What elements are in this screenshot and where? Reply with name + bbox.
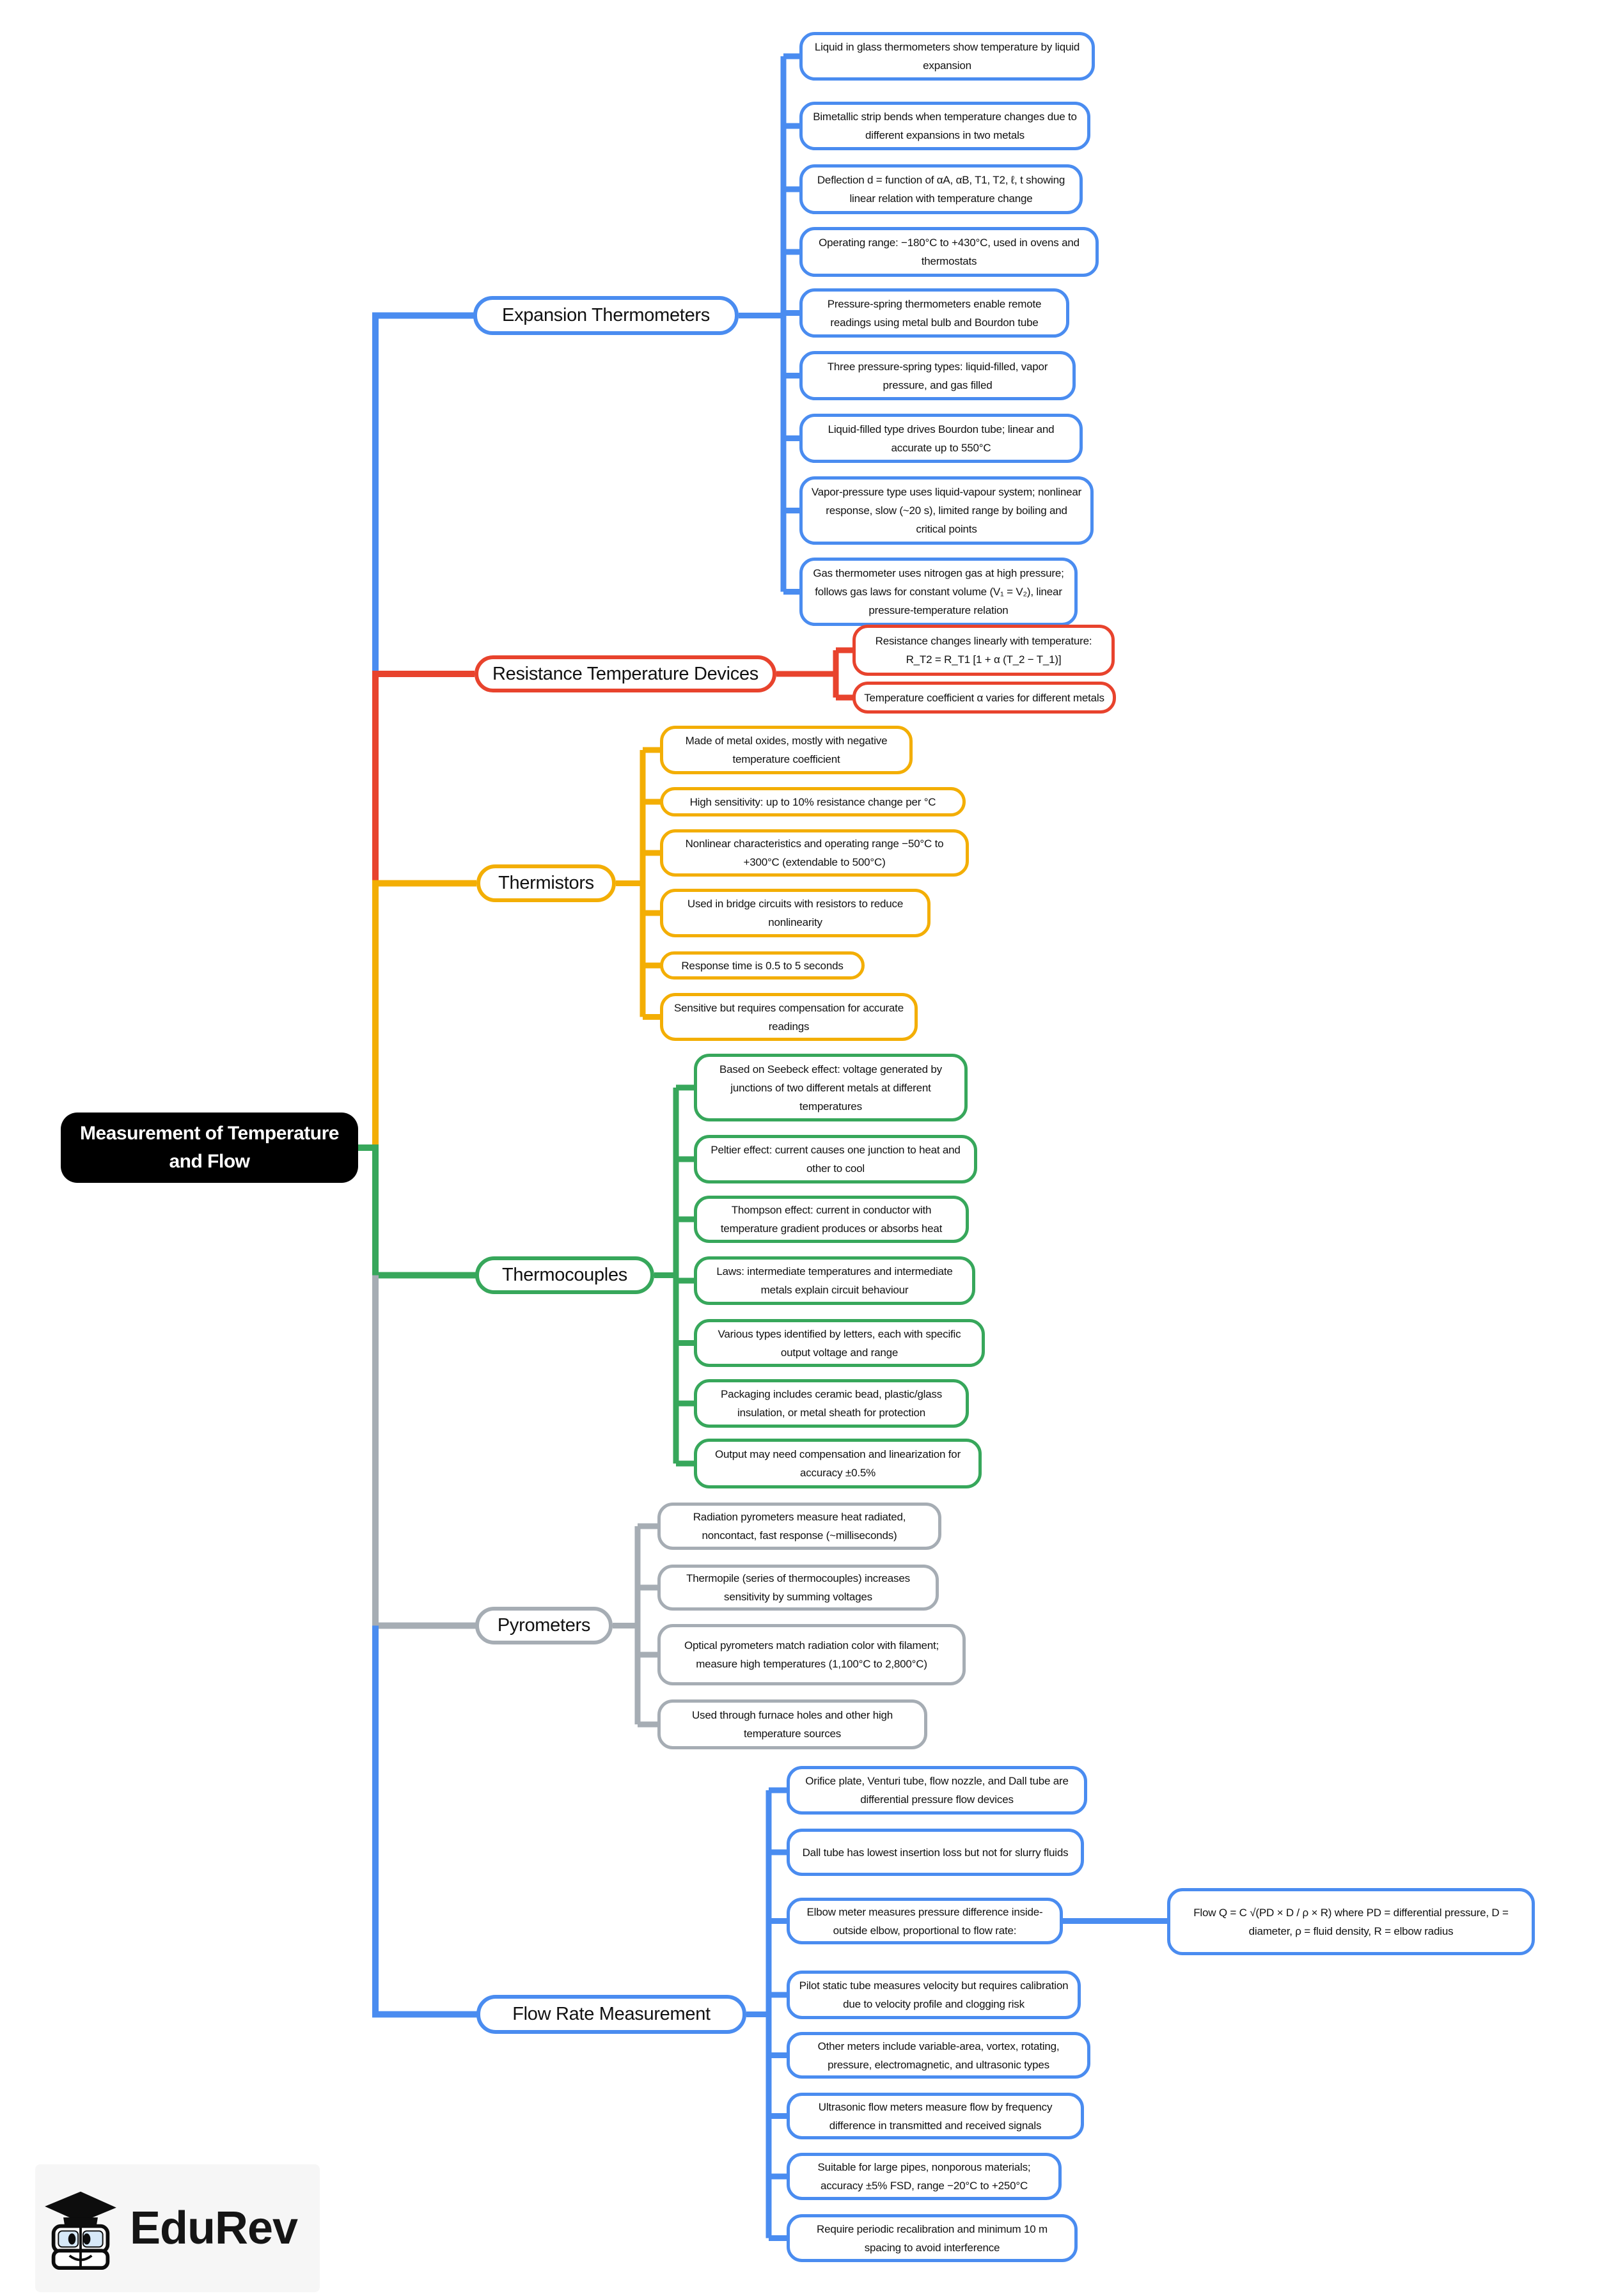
node-thermistor-child-3: Used in bridge circuits with resistors to reduce nonlinearity [660,889,931,937]
node-flow-child-1: Dall tube has lowest insertion loss but not for slurry fluids [787,1829,1084,1876]
node-thermocouple-child-6: Output may need compensation and linearization for accuracy ±0.5% [694,1439,982,1488]
node-flow-child-7: Require periodic recalibration and minimum 10 m spacing to avoid interference [787,2214,1078,2262]
connector-thermistor-children [616,750,661,1017]
branch-expansion-thermometers: Expansion Thermometers [473,296,739,335]
node-expansion-child-2: Deflection d = function of αA, αB, T1, T2, ℓ, t showing linear relation with temperature change [799,164,1083,214]
node-pyrometer-child-2: Optical pyrometers match radiation color with filament; measure high temperatures (1,100°C to 2,800°C) [657,1624,966,1685]
connector-root-flow [375,1626,478,2015]
connector-root-rtd [375,674,475,884]
connector-thermocouple-children [654,1088,695,1464]
node-flow-child-0: Orifice plate, Venturi tube, flow nozzle, and Dall tube are differential pressure flow devices [787,1766,1087,1815]
branch-thermistors: Thermistors [476,864,616,902]
node-pyrometer-child-0: Radiation pyrometers measure heat radiated, noncontact, fast response (~milliseconds) [657,1503,941,1550]
node-flow-child-6: Suitable for large pipes, nonporous materials; accuracy ±5% FSD, range −20°C to +250°C [787,2153,1062,2200]
branch-pyrometers: Pyrometers [475,1607,613,1644]
root-node: Measurement of Temperature and Flow [61,1113,358,1183]
connector-root-thermocouples [356,1148,476,1276]
node-thermistor-child-1: High sensitivity: up to 10% resistance change per °C [660,787,966,816]
node-thermistor-child-2: Nonlinear characteristics and operating range −50°C to +300°C (extendable to 500°C) [660,829,969,877]
branch-thermocouples: Thermocouples [475,1256,654,1294]
edurev-logo-text: EduRev [130,2203,298,2254]
node-expansion-child-7: Vapor-pressure type uses liquid-vapour system; nonlinear response, slow (~20 s), limited range by boiling and critical points [799,476,1094,545]
edurev-logo [35,2164,320,2292]
node-thermocouple-child-4: Various types identified by letters, each with specific output voltage and range [694,1319,985,1367]
node-thermocouple-child-5: Packaging includes ceramic bead, plastic/glass insulation, or metal sheath for protection [694,1379,969,1428]
branch-flow-rate-measurement: Flow Rate Measurement [476,1995,746,2034]
node-pyrometer-child-1: Thermopile (series of thermocouples) increases sensitivity by summing voltages [657,1565,939,1611]
node-flow-child-3: Pilot static tube measures velocity but requires calibration due to velocity profile and clogging risk [787,1971,1081,2019]
node-expansion-child-6: Liquid-filled type drives Bourdon tube; linear and accurate up to 550°C [799,414,1083,463]
node-expansion-child-0: Liquid in glass thermometers show temperature by liquid expansion [799,32,1095,81]
connector-root-thermistors [375,884,476,1148]
connector-root-pyrometers [375,1276,476,1626]
edurev-mascot-icon [43,2187,118,2270]
node-expansion-child-3: Operating range: −180°C to +430°C, used in ovens and thermostats [799,227,1099,277]
connector-expansion-children [739,56,801,592]
node-thermistor-child-5: Sensitive but requires compensation for accurate readings [660,993,918,1041]
connector-root-expansion [375,316,475,675]
node-expansion-child-4: Pressure-spring thermometers enable remote readings using metal bulb and Bourdon tube [799,288,1069,338]
node-pyrometer-child-3: Used through furnace holes and other high temperature sources [657,1699,927,1749]
node-expansion-child-5: Three pressure-spring types: liquid-filled, vapor pressure, and gas filled [799,351,1076,400]
node-flow-elbow-formula: Flow Q = C √(PD × D / ρ × R) where PD = differential pressure, D = diameter, ρ = fluid density, R = elbow radius [1167,1888,1535,1955]
node-thermistor-child-0: Made of metal oxides, mostly with negative temperature coefficient [660,726,913,774]
node-flow-child-2: Elbow meter measures pressure difference inside-outside elbow, proportional to flow rate: [787,1898,1063,1944]
node-thermistor-child-4: Response time is 0.5 to 5 seconds [660,951,865,980]
node-flow-child-4: Other meters include variable-area, vortex, rotating, pressure, electromagnetic, and ultrasonic types [787,2032,1090,2079]
connector-rtd-children [776,650,854,698]
node-thermocouple-child-3: Laws: intermediate temperatures and intermediate metals explain circuit behaviour [694,1256,975,1305]
node-expansion-child-1: Bimetallic strip bends when temperature changes due to different expansions in two metals [799,102,1090,150]
node-rtd-child-0: Resistance changes linearly with temperature: R_T2 = R_T1 [1 + α (T_2 − T_1)] [852,625,1115,676]
node-rtd-child-1: Temperature coefficient α varies for different metals [852,682,1116,714]
connector-pyrometer-children [613,1526,659,1724]
node-thermocouple-child-0: Based on Seebeck effect: voltage generated by junctions of two different metals at different temperatures [694,1054,968,1121]
node-expansion-child-8: Gas thermometer uses nitrogen gas at high pressure; follows gas laws for constant volume (V₁ = V₂), linear pressure-temperature relation [799,558,1078,626]
node-thermocouple-child-1: Peltier effect: current causes one junction to heat and other to cool [694,1135,977,1183]
branch-resistance-temperature-devices: Resistance Temperature Devices [475,655,776,692]
node-thermocouple-child-2: Thompson effect: current in conductor with temperature gradient produces or absorbs heat [694,1196,969,1243]
node-flow-child-5: Ultrasonic flow meters measure flow by frequency difference in transmitted and received signals [787,2093,1084,2139]
